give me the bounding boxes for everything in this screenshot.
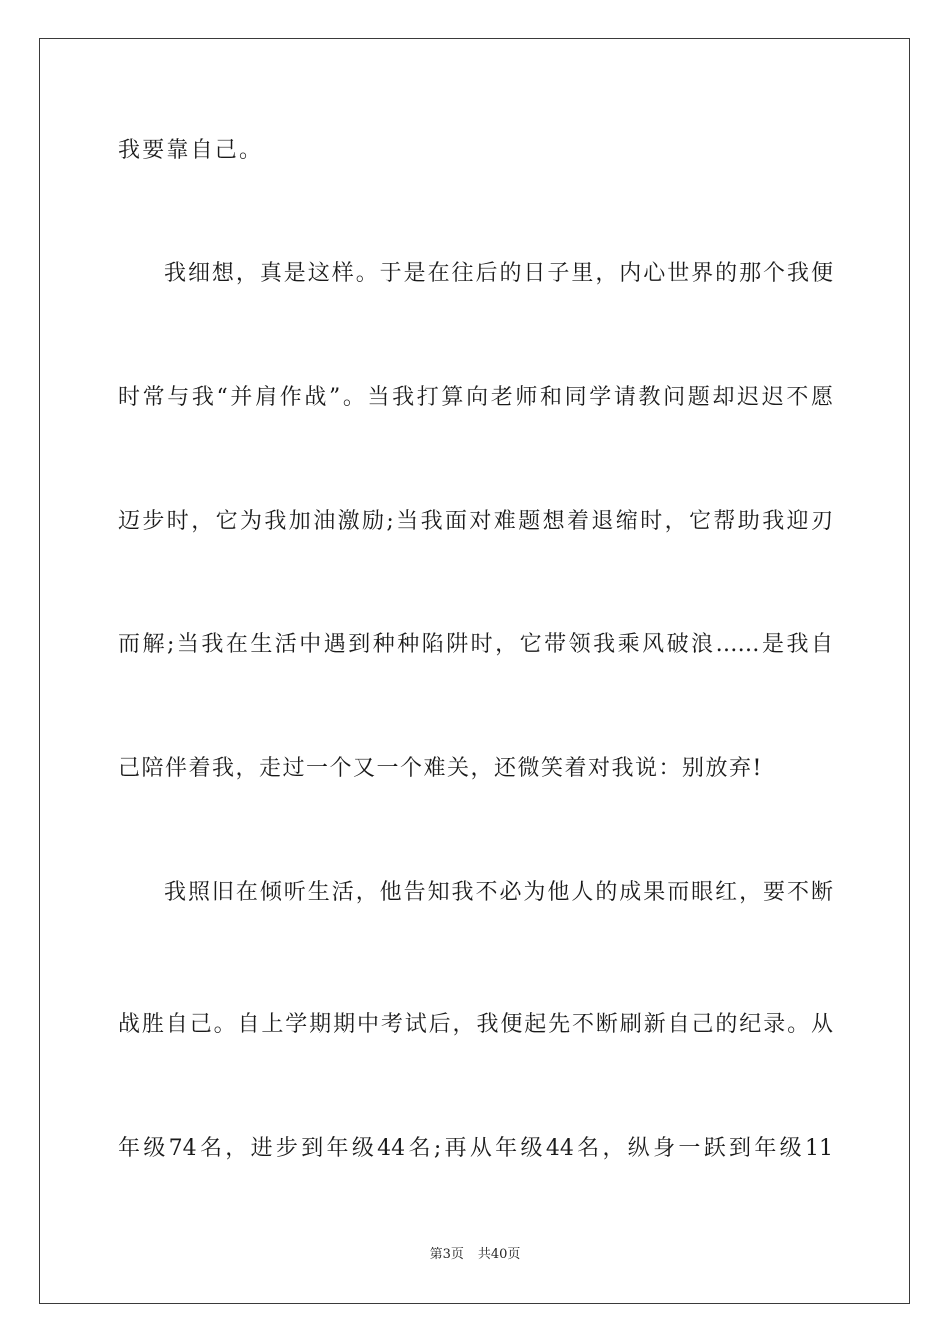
page-border [39, 38, 910, 1304]
text-line-2: 我细想，真是这样。于是在往后的日子里，内心世界的那个我便 [164, 261, 833, 286]
page-total: 共40页 [477, 1247, 521, 1262]
text-line-6: 己陪伴着我，走过一个又一个难关，还微笑着对我说：别放弃! [118, 756, 763, 781]
page-footer [0, 1246, 950, 1264]
text-line-8: 战胜自己。自上学期期中考试后，我便起先不断刷新自己的纪录。从 [118, 1012, 833, 1037]
page-number: 第3页 [429, 1247, 464, 1262]
text-line-5: 而解;当我在生活中遇到种种陷阱时，它带领我乘风破浪……是我自 [118, 632, 833, 657]
text-line-9: 年级74名，进步到年级44名;再从年级44名，纵身一跃到年级11 [118, 1136, 833, 1161]
text-line-1: 我要靠自己。 [118, 138, 264, 163]
text-line-7: 我照旧在倾听生活，他告知我不必为他人的成果而眼红，要不断 [164, 880, 833, 905]
text-line-3: 时常与我“并肩作战”。当我打算向老师和同学请教问题却迟迟不愿 [118, 385, 833, 410]
text-line-4: 迈步时，它为我加油激励;当我面对难题想着退缩时，它帮助我迎刃 [118, 509, 833, 534]
